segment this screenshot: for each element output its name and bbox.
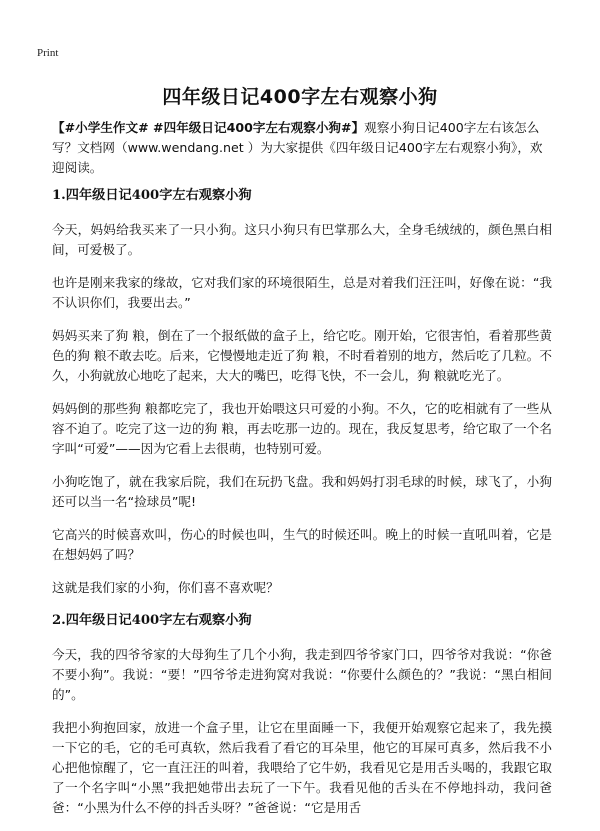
paragraph: 它高兴的时候喜欢叫，伤心的时候也叫，生气的时候还叫。晚上的时候一直吼叫着，它是在想妈妈了吗？ — [52, 527, 552, 562]
paragraph: 妈妈倒的那些狗 粮都吃完了，我也开始喂这只可爱的小狗。不久，它的吃相就有了一些从容不迫了。吃完了这一边的狗 粮，再去吃那一边的。现在，我反复思考，给它取了一个名字叫“可爱”——因为它看上去很萌，也特别可爱。 — [52, 401, 552, 456]
paragraph: 今天，我的四爷爷家的大母狗生了几个小狗，我走到四爷爷家门口，四爷爷对我说：“你爸不要小狗”。我说：“要！”四爷爷走进狗窝对我说：“你要什么颜色的？”我说：“黑白相间的”。 — [52, 647, 552, 702]
intro-paragraph — [52, 118, 552, 178]
paragraph: 这就是我们家的小狗，你们喜不喜欢呢？ — [52, 580, 279, 595]
section-heading: 2.四年级日记400字左右观察小狗 — [52, 613, 252, 628]
section-heading: 1.四年级日记400字左右观察小狗 — [52, 188, 252, 203]
paragraph: 今天，妈妈给我买来了一只小狗。这只小狗只有巴掌那么大，全身毛绒绒的，颜色黑白相间，可爱极了。 — [52, 222, 552, 257]
paragraph: 也许是刚来我家的缘故，它对我们家的环境很陌生，总是对着我们汪汪叫，好像在说：“我不认识你们，我要出去。” — [52, 275, 552, 310]
paragraph: 我把小狗抱回家，放进一个盒子里，让它在里面睡一下，我便开始观察它起来了，我先摸一下它的毛，它的毛可真软，然后我看了看它的耳朵里，他它的耳屎可真多，然后我不小心把他惊醒了，它一直汪汪的叫着，我喂给了它牛奶，我看见它是用舌头喝的，我跟它取了一个名字叫“小黑”我把她带出去玩了一下午。我看见他的舌头在不停地抖动，我问爸爸：“小黑为什么不停的抖舌头呀？”爸爸说：“它是用舌 — [52, 720, 552, 815]
section-1 — [52, 186, 552, 598]
intro-text: 观察小狗日记400字左右该怎么写？文档网（www.wendang.net ）为大家提供《四年级日记400字左右观察小狗》，欢迎阅读。 — [52, 120, 543, 175]
page-title: 四年级日记400字左右观察小狗 — [162, 86, 438, 108]
section-2 — [52, 611, 552, 818]
article-body — [52, 118, 552, 831]
print-label: Print — [37, 47, 59, 59]
paragraph: 小狗吃饱了，就在我家后院，我们在玩扔飞盘。我和妈妈打羽毛球的时候，球飞了，小狗还可以当一名“捡球员”呢! — [52, 474, 552, 509]
intro-tags: 【#小学生作文# #四年级日记400字左右观察小狗#】 — [52, 120, 365, 135]
paragraph: 妈妈买来了狗 粮，倒在了一个报纸做的盒子上，给它吃。刚开始，它很害怕，看着那些黄色的狗 粮不敢去吃。后来，它慢慢地走近了狗 粮，不时看着别的地方，然后吃了几粒。不久，小狗就放心地吃了起来，大大的嘴巴，吃得飞快，不一会儿，狗 粮就吃光了。 — [52, 328, 552, 383]
